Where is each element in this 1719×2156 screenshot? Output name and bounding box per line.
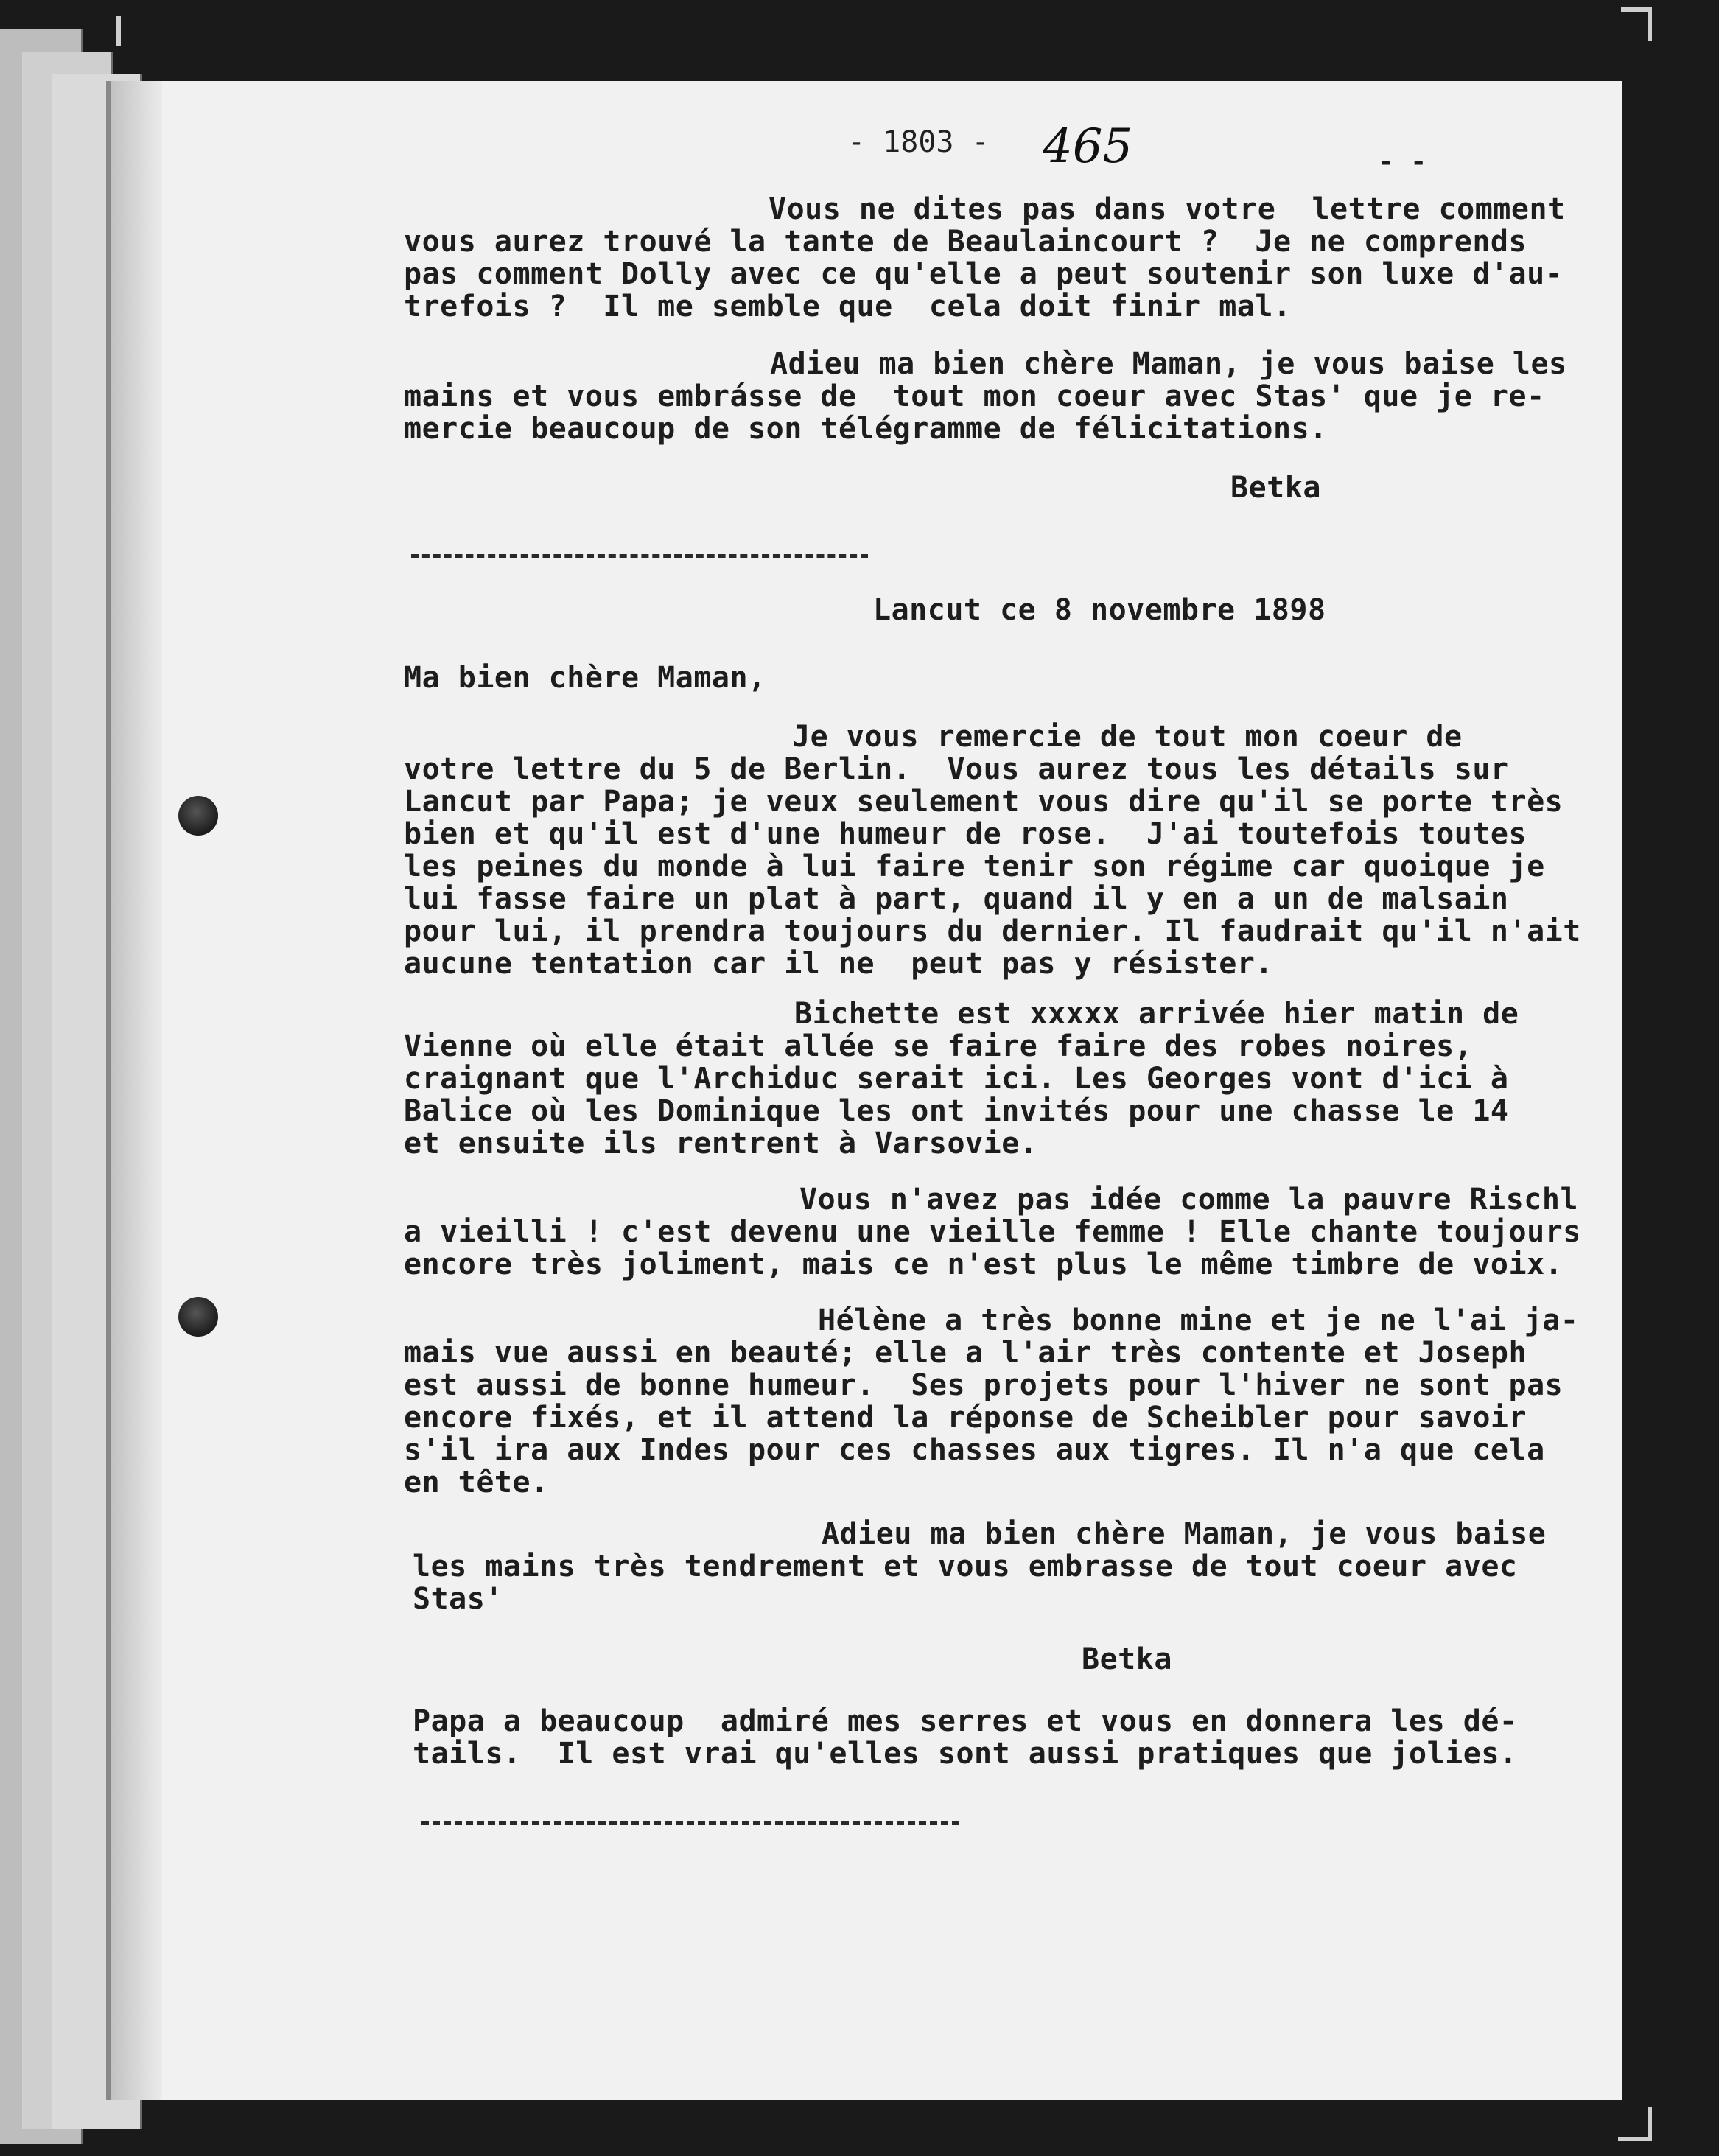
letter2-line: Balice où les Dominique les ont invités pour une chasse le 14 <box>404 1094 1509 1128</box>
punch-hole <box>178 1297 218 1337</box>
letter2-line: craignant que l'Archiduc serait ici. Les Georges vont d'ici à <box>404 1062 1509 1096</box>
letter1-line: Vous ne dites pas dans votre lettre comment <box>769 192 1566 226</box>
corner-mark-bottom-right <box>1618 2107 1652 2141</box>
typed-page-number: - 1803 - <box>847 125 990 159</box>
letter2-postscript-line: tails. Il est vrai qu'elles sont aussi pratiques que jolies. <box>413 1737 1518 1771</box>
letter1-line: vous aurez trouvé la tante de Beaulaincourt ? Je ne comprends <box>404 225 1527 259</box>
divider-line <box>421 1821 959 1825</box>
letter2-dateline: Lancut ce 8 novembre 1898 <box>873 593 1326 627</box>
letter1-signature: Betka <box>1230 471 1321 505</box>
letter2-line: Hélène a très bonne mine et je ne l'ai ja- <box>818 1303 1579 1337</box>
letter1-line: mains et vous embrásse de tout mon coeur avec Stas' que je re- <box>404 379 1545 413</box>
letter2-postscript-line: Papa a beaucoup admiré mes serres et vous en donnera les dé- <box>413 1704 1518 1738</box>
letter2-line: les peines du monde à lui faire tenir son régime car quoique je <box>404 850 1545 883</box>
letter2-line: Vienne où elle était allée se faire faire des robes noires, <box>404 1029 1473 1063</box>
letter2-line: Stas' <box>413 1582 503 1616</box>
letter2-line: mais vue aussi en beauté; elle a l'air très contente et Joseph <box>404 1336 1527 1370</box>
letter2-line: est aussi de bonne humeur. Ses projets pour l'hiver ne sont pas <box>404 1368 1564 1402</box>
letter2-line: s'il ira aux Indes pour ces chasses aux tigres. Il n'a que cela <box>404 1433 1545 1467</box>
letter2-line: aucune tentation car il ne peut pas y résister. <box>404 947 1273 981</box>
punch-hole <box>178 796 218 836</box>
letter2-line: Lancut par Papa; je veux seulement vous dire qu'il se porte très <box>404 785 1564 819</box>
divider-line <box>411 554 868 558</box>
letter2-line: et ensuite ils rentrent à Varsovie. <box>404 1127 1038 1161</box>
letter2-line: votre lettre du 5 de Berlin. Vous aurez tous les détails sur <box>404 752 1509 786</box>
letter2-line: pour lui, il prendra toujours du dernier. Il faudrait qu'il n'ait <box>404 914 1581 948</box>
letter1-line: Adieu ma bien chère Maman, je vous baise les <box>770 347 1567 381</box>
corner-mark-top-left <box>116 16 150 46</box>
letter2-line: encore très joliment, mais ce n'est plus le même timbre de voix. <box>404 1247 1564 1281</box>
letter2-line: encore fixés, et il attend la réponse de Scheibler pour savoir <box>404 1401 1527 1435</box>
letter2-line: Vous n'avez pas idée comme la pauvre Rischl <box>799 1183 1579 1217</box>
handwritten-page-number: 465 <box>1043 119 1133 174</box>
letter2-line: a vieilli ! c'est devenu une vieille femme ! Elle chante toujours <box>404 1215 1581 1249</box>
letter2-line: Bichette est xxxxx arrivée hier matin de <box>794 997 1519 1031</box>
corner-mark-top-right <box>1621 7 1652 41</box>
letter2-line: bien et qu'il est d'une humeur de rose. J'ai toutefois toutes <box>404 817 1527 851</box>
letter2-line: en tête. <box>404 1466 549 1499</box>
letter1-line: pas comment Dolly avec ce qu'elle a peut soutenir son luxe d'au- <box>404 257 1564 291</box>
letter2-salutation: Ma bien chère Maman, <box>404 661 766 695</box>
letter1-line: mercie beaucoup de son télégramme de félicitations. <box>404 412 1328 446</box>
letter2-line: lui fasse faire un plat à part, quand il y en a un de malsain <box>404 882 1509 916</box>
top-right-mark: - - <box>1378 147 1427 177</box>
letter2-signature: Betka <box>1082 1642 1172 1676</box>
letter2-line: Je vous remercie de tout mon coeur de <box>792 720 1463 754</box>
letter2-line: Adieu ma bien chère Maman, je vous baise <box>822 1517 1547 1551</box>
letter2-line: les mains très tendrement et vous embrasse de tout coeur avec <box>413 1550 1518 1583</box>
letter1-line: trefois ? Il me semble que cela doit finir mal. <box>404 290 1292 323</box>
